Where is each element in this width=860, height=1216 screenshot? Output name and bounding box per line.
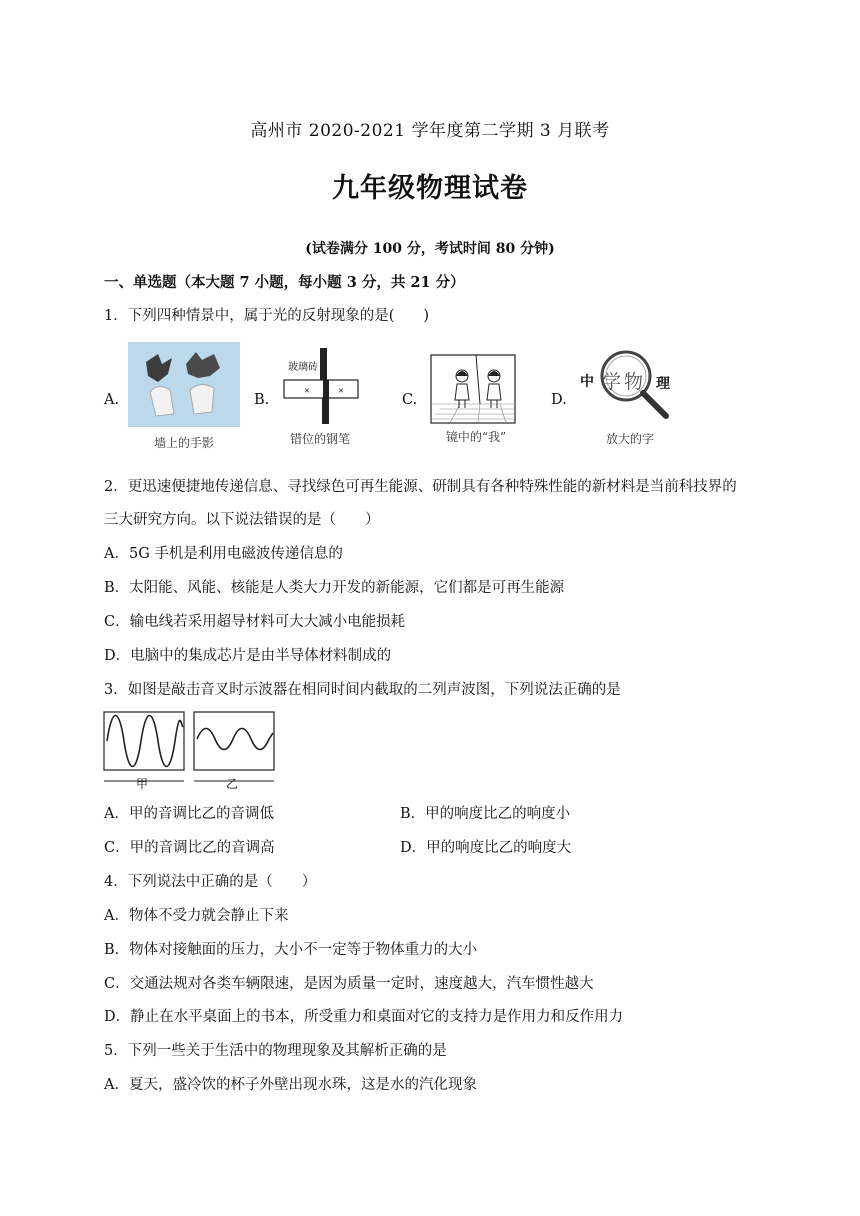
q2-option-d: D．电脑中的集成芯片是由半导体材料制成的 bbox=[104, 648, 392, 664]
magnifier-char-2: 学 bbox=[602, 371, 622, 393]
q5-stem: 5．下列一些关于生活中的物理现象及其解析正确的是 bbox=[104, 1043, 447, 1059]
q3-option-b: B．甲的响度比乙的响度小 bbox=[400, 806, 571, 822]
q1-option-d-label: D. bbox=[551, 392, 567, 408]
q5-option-a: A．夏天，盛冷饮的杯子外壁出现水珠，这是水的汽化现象 bbox=[104, 1077, 477, 1093]
q3-option-d: D．甲的响度比乙的响度大 bbox=[400, 840, 572, 856]
magnifier-char-4: 理 bbox=[656, 376, 670, 392]
q1-option-b-caption: 错位的钢笔 bbox=[289, 432, 350, 446]
q1-option-c-label: C. bbox=[402, 392, 418, 408]
q4-option-b: B．物体对接触面的压力，大小不一定等于物体重力的大小 bbox=[104, 942, 478, 958]
q2-option-c: C．输电线若采用超导材料可大大减小电能损耗 bbox=[104, 614, 406, 630]
shadow-hands-image bbox=[128, 342, 240, 427]
school-title: 高州市 2020-2021 学年度第二学期 3 月联考 bbox=[250, 121, 610, 141]
glass-brick-label: 玻璃砖 bbox=[287, 358, 319, 373]
svg-text:✕: ✕ bbox=[304, 387, 310, 395]
q4-option-c: C．交通法规对各类车辆限速，是因为质量一定时，速度越大，汽车惯性越大 bbox=[104, 976, 594, 992]
magnifier-char-1: 中 bbox=[580, 374, 594, 390]
q4-option-a: A．物体不受力就会静止下来 bbox=[104, 908, 289, 924]
q4-option-d: D．静止在水平桌面上的书本，所受重力和桌面对它的支持力是作用力和反作用力 bbox=[104, 1009, 624, 1025]
q2-stem-line2: 三大研究方向。以下说法错误的是（ ） bbox=[104, 512, 380, 528]
exam-info: (试卷满分 100 分，考试时间 80 分钟) bbox=[305, 241, 555, 257]
mirror-girl-image bbox=[430, 354, 516, 424]
q2-option-a: A．5G 手机是利用电磁波传递信息的 bbox=[104, 546, 343, 562]
q3-option-a: A．甲的音调比乙的音调低 bbox=[104, 806, 274, 822]
q3-stem: 3．如图是敲击音叉时示波器在相同时间内截取的二列声波图，下列说法正确的是 bbox=[104, 682, 621, 698]
q1-option-a-label: A. bbox=[104, 392, 120, 408]
q3-option-c: C．甲的音调比乙的音调高 bbox=[104, 840, 275, 856]
svg-text:✕: ✕ bbox=[338, 387, 344, 395]
wave-label-yi: 乙 bbox=[226, 777, 239, 791]
q2-stem-line1: 2．更迅速便捷地传递信息、寻找绿色可再生能源、研制具有各种特殊性能的新材料是当前科技界的 bbox=[104, 479, 737, 495]
q1-option-a-caption: 墙上的手影 bbox=[153, 436, 214, 450]
magnifier-char-3: 物 bbox=[624, 371, 644, 393]
q4-stem: 4．下列说法中正确的是（ ） bbox=[104, 874, 317, 890]
section-heading: 一、单选题（本大题 7 小题，每小题 3 分，共 21 分） bbox=[104, 274, 465, 291]
wave-label-jia: 甲 bbox=[136, 777, 149, 791]
q1-option-c-caption: 镜中的“我” bbox=[445, 430, 507, 444]
q1-option-d-caption: 放大的字 bbox=[605, 432, 654, 446]
q2-option-b: B．太阳能、风能、核能是人类大力开发的新能源，它们都是可再生能源 bbox=[104, 580, 565, 596]
exam-title: 九年级物理试卷 bbox=[332, 173, 528, 204]
q1-option-b-label: B. bbox=[254, 392, 270, 408]
q1-stem: 1．下列四种情景中，属于光的反射现象的是( ) bbox=[104, 308, 430, 324]
